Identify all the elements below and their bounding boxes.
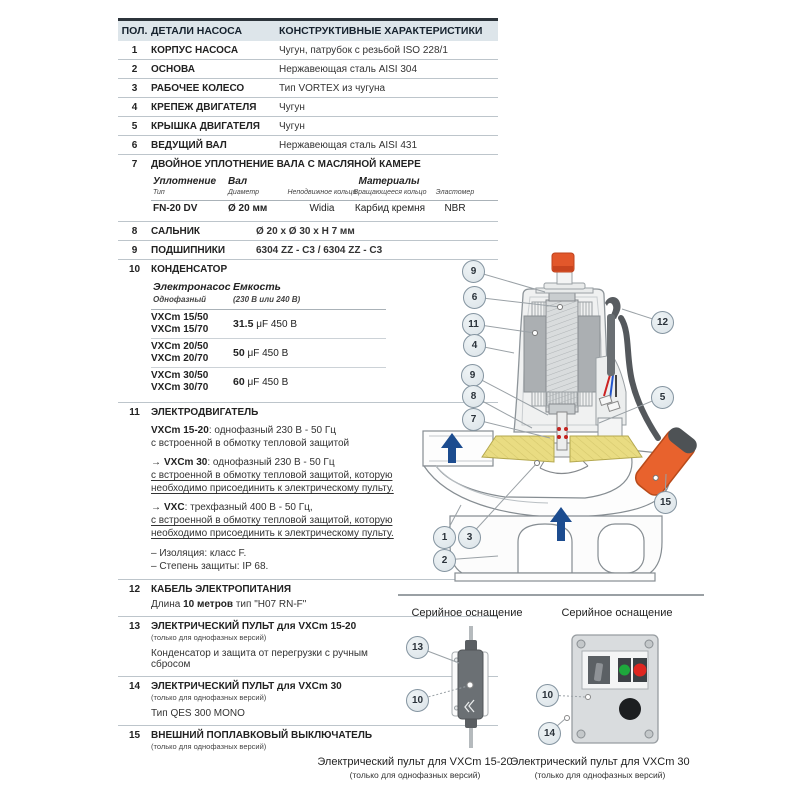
cable-desc-post: тип "H07 RN-F" <box>233 599 307 610</box>
callout-1 <box>433 526 456 549</box>
header-parts: ДЕТАЛИ НАСОСА <box>151 25 243 37</box>
seal-col-sub: Тип <box>153 189 165 196</box>
seal-col-title: Уплотнение <box>153 176 217 187</box>
row-value: 6304 ZZ - C3 / 6304 ZZ - C3 <box>256 245 383 256</box>
row-name: ВЕДУЩИЙ ВАЛ <box>151 140 227 151</box>
row-note: (только для однофазных версий) <box>151 693 267 702</box>
row-num: 5 <box>131 121 138 132</box>
motor-spec-line: с встроенной в обмотку тепловой защитой, которую <box>151 470 393 481</box>
seal-col-sub: Вращающееся кольцо <box>353 189 427 196</box>
callout-label: 4 <box>471 340 478 351</box>
row-name: КРЕПЕЖ ДВИГАТЕЛЯ <box>151 102 257 113</box>
row-num: 13 <box>128 621 141 632</box>
callout-9 <box>462 260 485 283</box>
row-value: Нержавеющая сталь AISI 304 <box>279 64 418 75</box>
panel-note-right: (только для однофазных версий) <box>534 770 666 780</box>
row-num: 9 <box>131 245 138 256</box>
motor-note: – Степень защиты: IP 68. <box>151 561 269 572</box>
motor-spec-line: с встроенной в обмотку тепловой защитой, которую <box>151 515 393 526</box>
row-value: Ø 20 х Ø 30 х Н 7 мм <box>256 226 355 237</box>
row-name: КОРПУС НАСОСА <box>151 45 239 56</box>
seal-rotating-ring: Карбид кремня <box>354 203 426 214</box>
row-name: ЭЛЕКТРОДВИГАТЕЛЬ <box>151 407 259 418</box>
callout-label: 8 <box>470 391 477 402</box>
callout-12 <box>651 311 674 334</box>
callout-15 <box>654 491 677 514</box>
seal-col-sub: Эластомер <box>435 189 475 196</box>
seal-col-sub: Диаметр <box>228 189 259 196</box>
seal-type: FN-20 DV <box>153 203 198 214</box>
row-num: 15 <box>128 730 141 741</box>
cap-col-sub: Однофазный <box>153 295 207 304</box>
panel-caption-left: Электрический пульт для VXCm 15-20 <box>317 756 513 768</box>
row-name: ЭЛЕКТРИЧЕСКИЙ ПУЛЬТ для VXCm 15-20 <box>151 621 357 632</box>
row-num: 2 <box>131 64 138 75</box>
callout-label: 5 <box>659 392 666 403</box>
seal-col-title: Материалы <box>358 176 420 187</box>
row-num: 6 <box>131 140 138 151</box>
pump-motor-housing <box>514 253 626 450</box>
row-num: 1 <box>131 45 138 56</box>
motor-model: VXCm 30 <box>164 457 208 468</box>
pump-model: VXCm 30/70 <box>151 382 209 393</box>
seal-elastomer: NBR <box>444 203 466 214</box>
cap-col-sub: (230 В или 240 В) <box>233 295 301 304</box>
row-note: (только для однофазных версий) <box>151 742 267 751</box>
row-value: Тип VORTEX из чугуна <box>279 83 386 94</box>
callout-label: 3 <box>466 532 473 543</box>
motor-model: VXC <box>164 502 185 513</box>
callout-label: 10 <box>411 695 424 706</box>
callout-label: 9 <box>470 266 477 277</box>
row-name: КРЫШКА ДВИГАТЕЛЯ <box>151 121 260 132</box>
motor-spec: : трехфазный 400 В - 50 Гц, <box>184 502 313 513</box>
seal-col-title: Вал <box>228 176 248 187</box>
row-name: ВНЕШНИЙ ПОПЛАВКОВЫЙ ВЫКЛЮЧАТЕЛЬ <box>151 730 373 741</box>
row-note: (только для однофазных версий) <box>151 633 267 642</box>
seal-diameter: Ø 20 мм <box>228 203 268 214</box>
callout-14 <box>538 722 561 745</box>
callout-3 <box>458 526 481 549</box>
cable-desc-pre: Длина <box>151 599 184 610</box>
callout-2 <box>433 549 456 572</box>
motor-spec-line: необходимо присоединить к электрическому пульту. <box>151 528 394 539</box>
row-value: Чугун <box>279 102 305 113</box>
motor-spec: : однофазный 230 В - 50 Гц <box>207 457 335 468</box>
arrow-icon: → <box>151 457 161 468</box>
bottom-leader-lines <box>417 647 586 733</box>
motor-spec: : однофазный 230 В - 50 Гц <box>208 425 337 436</box>
motor-note: – Изоляция: класс F. <box>151 548 247 559</box>
row-num: 4 <box>131 102 138 113</box>
equipment-heading-left: Серийное оснащение <box>411 607 523 619</box>
row-num: 12 <box>128 584 141 595</box>
header-pos: ПОЛ. <box>121 25 148 37</box>
panel-note-left: (только для однофазных версий) <box>349 770 481 780</box>
pump-model: VXCm 15/50 <box>151 312 209 323</box>
row-num: 8 <box>131 226 138 237</box>
pump-model: VXCm 20/70 <box>151 353 209 364</box>
cap-value-unit: μF 450 В <box>244 377 289 388</box>
callout-label: 12 <box>656 317 669 328</box>
callout-5 <box>651 386 674 409</box>
callout-10-left <box>406 689 429 712</box>
row-name: РАБОЧЕЕ КОЛЕСО <box>151 83 245 94</box>
header-specs: КОНСТРУКТИВНЫЕ ХАРАКТЕРИСТИКИ <box>279 25 483 37</box>
callout-label: 15 <box>659 497 672 508</box>
callout-label: 10 <box>541 690 554 701</box>
callout-11 <box>462 313 485 336</box>
cable-length: 10 метров <box>183 599 234 610</box>
callout-13 <box>406 636 429 659</box>
callout-9b <box>461 364 484 387</box>
row-name: КОНДЕНСАТОР <box>151 264 228 275</box>
motor-model: VXCm 15-20 <box>151 425 209 436</box>
cap-value-number: 31.5 <box>233 318 254 330</box>
cap-value-unit: μF 450 В <box>244 348 289 359</box>
arrow-icon: → <box>151 502 161 513</box>
pump-base <box>450 516 662 581</box>
callout-label: 1 <box>441 532 448 543</box>
row-name: ДВОЙНОЕ УПЛОТНЕНИЕ ВАЛА С МАСЛЯНОЙ КАМЕРЕ <box>151 159 421 170</box>
panel-caption-right: Электрический пульт для VXCm 30 <box>510 756 690 768</box>
callout-label: 7 <box>470 414 477 425</box>
row-name: САЛЬНИК <box>151 226 201 237</box>
row-num: 7 <box>131 159 138 170</box>
row-desc: Тип QES 300 MONO <box>151 708 245 719</box>
callout-label: 2 <box>441 555 448 566</box>
row-value: Чугун, патрубок с резьбой ISO 228/1 <box>279 45 448 56</box>
pump-model: VXCm 15/70 <box>151 324 209 335</box>
callout-label: 13 <box>411 642 424 653</box>
callout-label: 6 <box>471 292 478 303</box>
row-desc: Конденсатор и защита от перегрузки с ручным сбросом <box>151 648 368 670</box>
cap-col-title: Емкость <box>233 281 281 293</box>
pump-model: VXCm 30/50 <box>151 370 209 381</box>
seal-col-sub: Неподвижное кольцо <box>287 189 357 196</box>
callout-label: 14 <box>543 728 556 739</box>
row-value: Нержавеющая сталь AISI 431 <box>279 140 418 151</box>
motor-spec-line: необходимо присоединить к электрическому пульту. <box>151 483 394 494</box>
callout-10-right <box>536 684 559 707</box>
row-num: 11 <box>129 407 140 418</box>
row-num: 14 <box>128 681 141 692</box>
row-num: 3 <box>131 83 138 94</box>
callout-7 <box>462 408 485 431</box>
callout-4 <box>463 334 486 357</box>
cap-value-number: 60 <box>233 376 245 388</box>
row-value: Чугун <box>279 121 305 132</box>
row-name: КАБЕЛЬ ЭЛЕКТРОПИТАНИЯ <box>151 584 292 595</box>
callout-6 <box>463 286 486 309</box>
row-name: ЭЛЕКТРИЧЕСКИЙ ПУЛЬТ для VXCm 30 <box>151 681 342 692</box>
motor-spec-line: с встроенной в обмотку тепловой защитой <box>151 438 350 449</box>
callout-label: 11 <box>468 319 479 330</box>
cap-col-title: Электронасос <box>153 281 231 293</box>
seal-fixed-ring: Widia <box>309 203 335 214</box>
cap-value-unit: μF 450 В <box>253 319 297 330</box>
equipment-heading-right: Серийное оснащение <box>561 607 673 619</box>
callout-label: 9 <box>469 370 476 381</box>
callout-8 <box>462 385 485 408</box>
pump-model: VXCm 20/50 <box>151 341 209 352</box>
row-name: ПОДШИПНИКИ <box>151 245 226 256</box>
row-name: ОСНОВА <box>151 64 195 75</box>
control-box-30 <box>565 635 659 743</box>
control-box-1520 <box>452 626 488 748</box>
cap-value-number: 50 <box>233 347 245 359</box>
row-num: 10 <box>128 264 141 275</box>
